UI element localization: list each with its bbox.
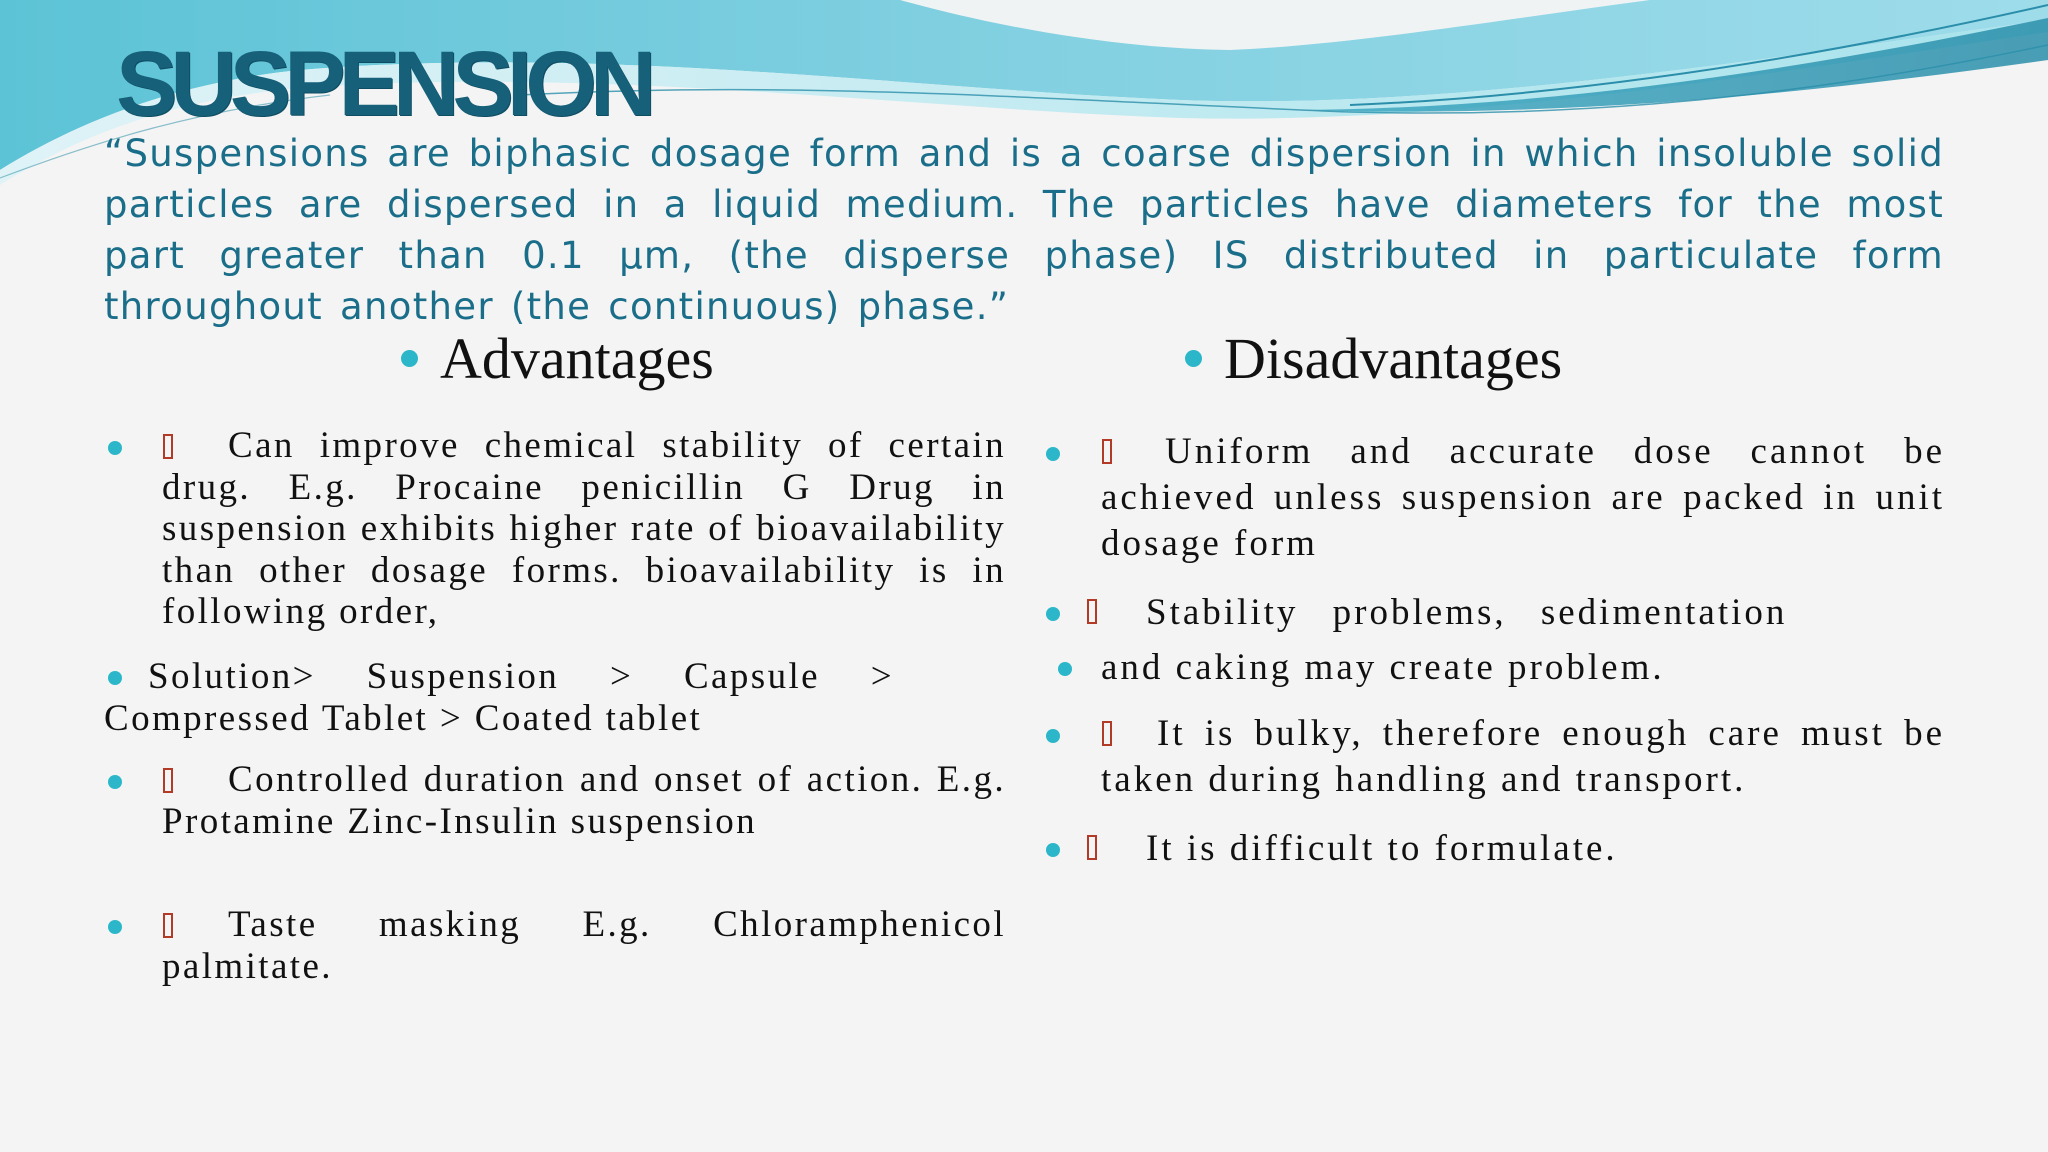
advantages-heading: Advantages — [440, 326, 714, 391]
missing-glyph-box-icon — [1087, 599, 1097, 624]
teal-dot-icon — [1046, 607, 1060, 621]
advantages-heading-row — [401, 325, 714, 392]
missing-glyph-box-icon — [1102, 439, 1112, 464]
advantage-item — [104, 656, 1006, 739]
disadvantage-item-text: It is difficult to formulate. — [1146, 828, 1618, 869]
teal-dot-icon — [1185, 350, 1202, 367]
advantage-item-text: Can improve chemical stability of certain drug. E.g. Procaine penicillin G Drug in suspension exhibits higher rate of bioavailability than other dosage forms. bioavailability is in following order, — [162, 425, 1006, 632]
disadvantage-item-text: and caking may create problem. — [1101, 647, 1665, 688]
advantage-item — [104, 904, 1006, 987]
disadvantages-heading: Disadvantages — [1224, 326, 1563, 391]
advantage-item — [104, 759, 1006, 842]
disadvantages-heading-row — [1185, 325, 1562, 392]
missing-glyph-box-icon — [1087, 835, 1097, 860]
teal-dot-icon — [1046, 843, 1060, 857]
disadvantage-item — [1043, 429, 1945, 567]
teal-dot-icon — [108, 775, 122, 789]
disadvantage-item — [1053, 645, 1945, 691]
disadvantage-item — [1043, 826, 1945, 872]
teal-dot-icon — [108, 671, 122, 685]
disadvantage-item — [1043, 590, 1945, 636]
advantage-item-text: Solution> Suspension > Capsule > Compressed Tablet > Coated tablet — [104, 656, 894, 739]
missing-glyph-box-icon — [163, 913, 173, 938]
missing-glyph-box-icon — [1102, 721, 1112, 746]
teal-dot-icon — [1046, 447, 1060, 461]
disadvantage-item-text: It is bulky, therefore enough care must be taken during handling and transport. — [1101, 713, 1945, 800]
advantage-item-text: Taste masking E.g. Chloramphenicol palmitate. — [162, 904, 1006, 987]
disadvantage-item-text: Stability problems, sedimentation — [1146, 592, 1788, 633]
disadvantage-item-text: Uniform and accurate dose cannot be achieved unless suspension are packed in unit dosage form — [1101, 431, 1945, 564]
advantage-item-text: Controlled duration and onset of action. E.g. Protamine Zinc-Insulin suspension — [162, 759, 1006, 842]
definition-text: “Suspensions are biphasic dosage form and is a coarse dispersion in which insoluble solid particles are dispersed in a liquid medium. The particles have diameters for the most part greater than 0.1 µm, (the disperse phase) IS distributed in particulate form throughout another (the continuous) phase.” — [104, 132, 1944, 328]
advantage-item — [104, 425, 1006, 633]
missing-glyph-box-icon — [163, 768, 173, 793]
disadvantage-item — [1043, 711, 1945, 803]
teal-dot-icon — [1046, 729, 1060, 743]
teal-dot-icon — [108, 920, 122, 934]
slide-title: SUSPENSION — [116, 33, 650, 135]
teal-dot-icon — [1058, 662, 1072, 676]
missing-glyph-box-icon — [163, 434, 173, 459]
teal-dot-icon — [401, 350, 418, 367]
teal-dot-icon — [108, 441, 122, 455]
